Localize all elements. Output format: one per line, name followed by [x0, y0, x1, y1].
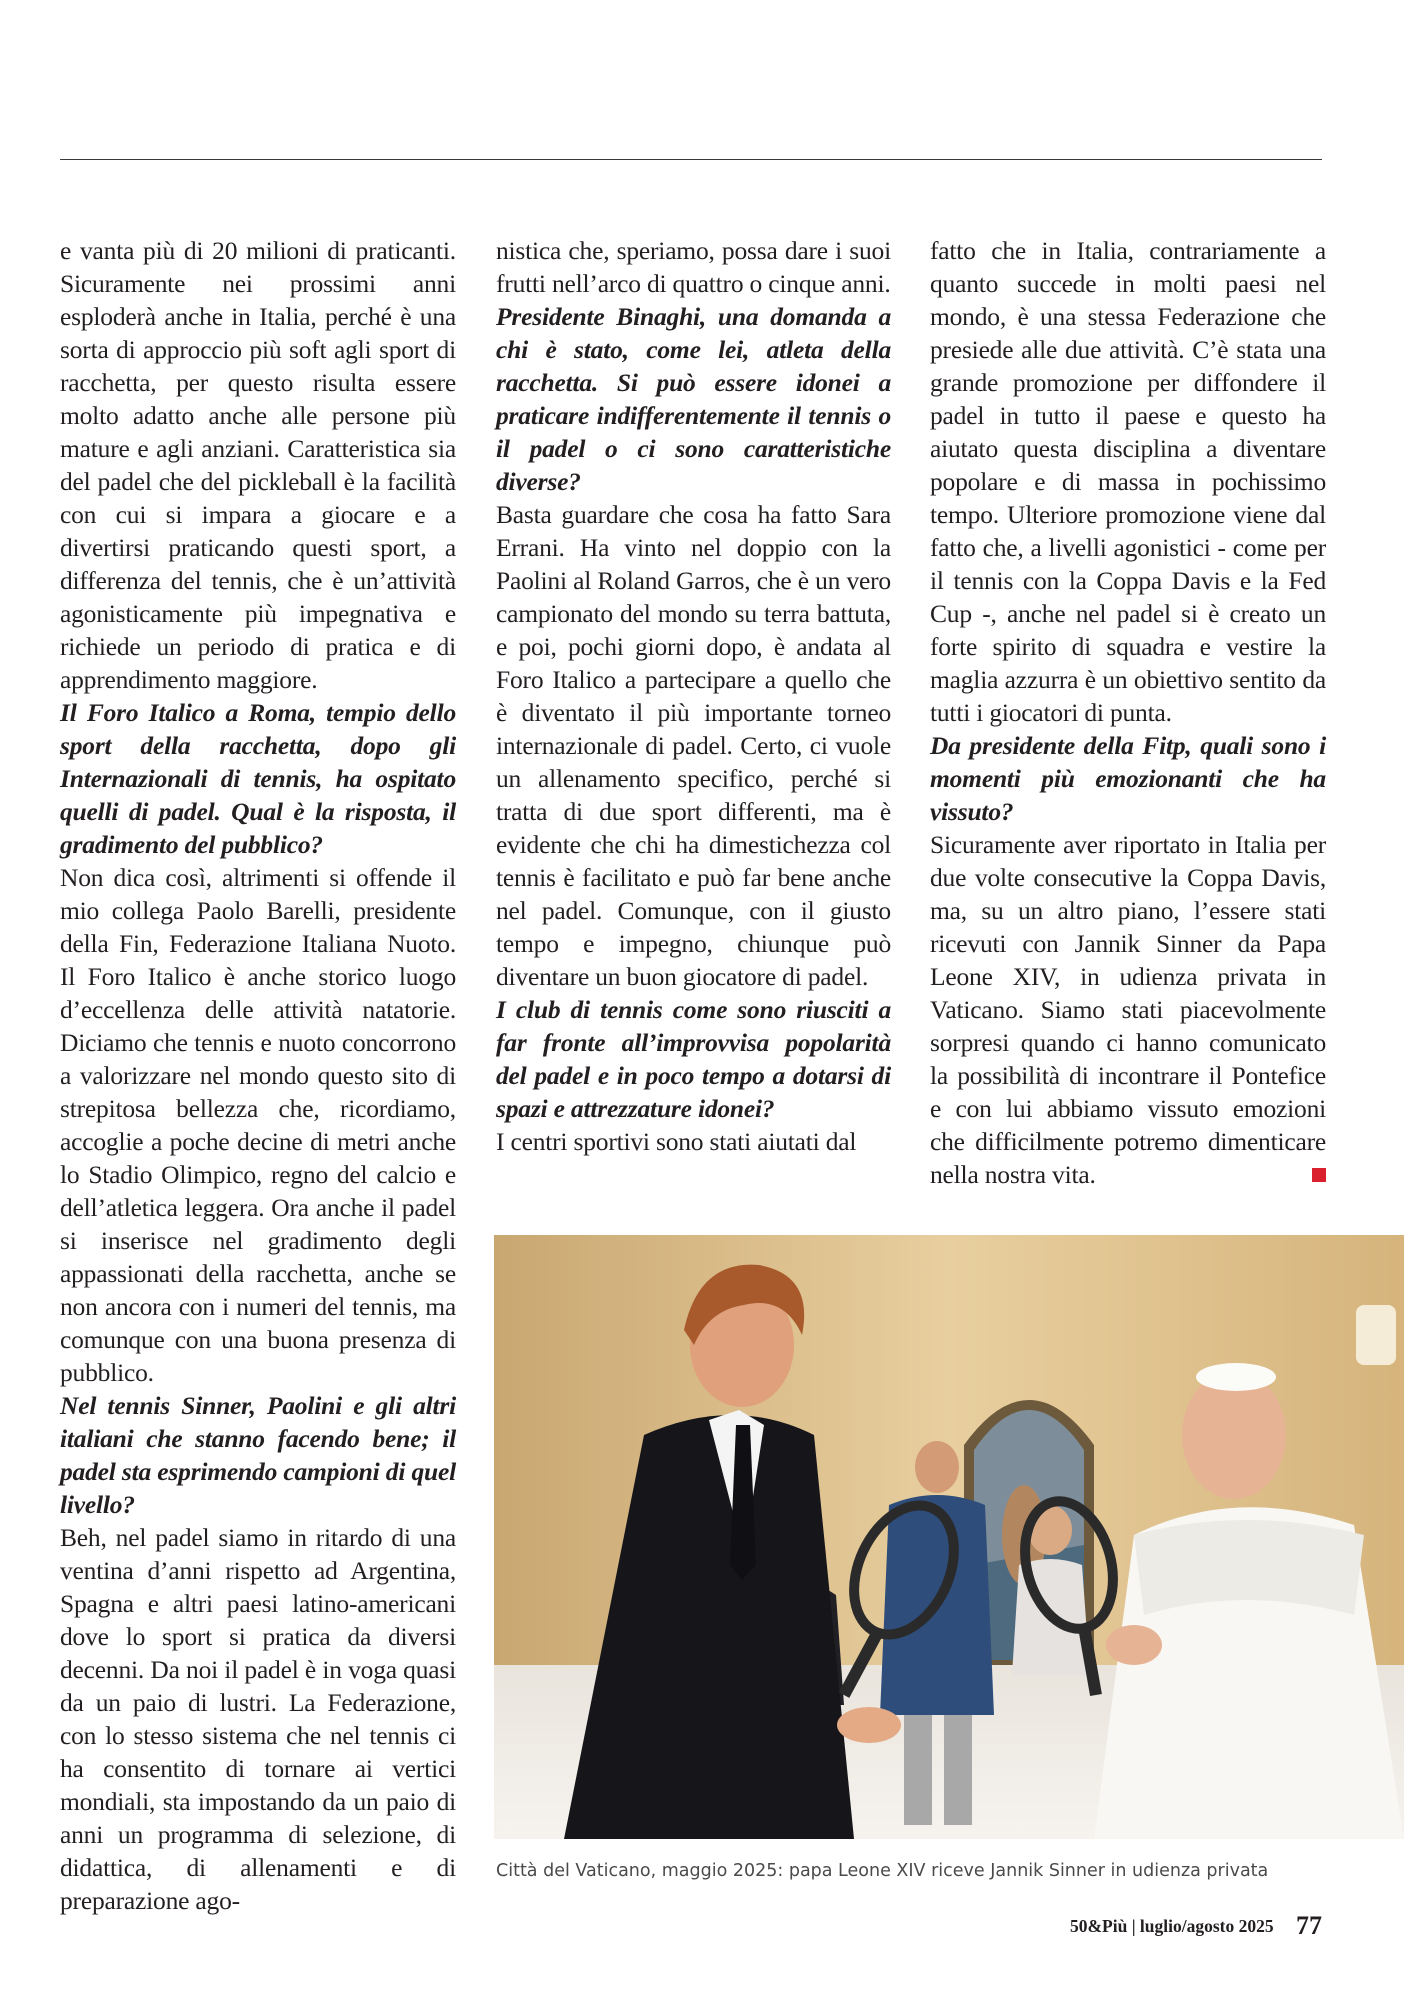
article-column-1 [60, 234, 456, 1917]
zucchetto [1196, 1363, 1276, 1391]
question-paragraph: I club di tennis come sono riusciti a far fronte all’improvvisa popolarità del padel e in poco tempo a dotarsi di spazi e attrezzature idonei? [496, 995, 891, 1123]
question-paragraph: Il Foro Italico a Roma, tempio dello sport della racchetta, dopo gli Internazionali di tennis, ha ospitato quelli di padel. Qual è la risposta, il gradimento del pubblico? [60, 698, 456, 859]
question-paragraph: Nel tennis Sinner, Paolini e gli altri italiani che stanno facendo bene; il padel sta esprimendo campioni di quel livello? [60, 1391, 456, 1519]
page-number: 77 [1296, 1911, 1322, 1940]
end-of-article-mark [1312, 1168, 1326, 1182]
article-column-3 [930, 234, 1326, 1191]
page-footer [1070, 1911, 1322, 1941]
answer-paragraph: nistica che, speriamo, possa dare i suoi frutti nell’arco di quattro o cinque anni. [496, 236, 891, 298]
wall-lamp [1356, 1305, 1396, 1365]
answer-text: Sicuramente aver riportato in Italia per due volte consecutive la Coppa Davis, ma, su un altro piano, l’essere stati ricevuti con Jannik Sinner da Papa Leone XIV, in udienza privata in Vaticano. Siamo stati piacevolmente sorpresi quando ci hanno comunicato la possibilità di incontrare il Pontefice e con lui abbiamo vissuto emozioni che difficilmente potremo dimenticare nella nostra vita. [930, 830, 1326, 1189]
answer-paragraph: e vanta più di 20 milioni di praticanti. Sicuramente nei prossimi anni esploderà anche in Italia, perché è una sorta di approccio più soft agli sport di racchetta, per questo risulta essere molto adatto anche alle persone più mature e agli anziani. Caratteristica sia del padel che del pickleball è la facilità con cui si impara a giocare e a divertirsi praticando questi sport, a differenza del tennis, che è un’attività agonisticamente più impegnativa e richiede un periodo di pratica e di apprendimento maggiore. [60, 236, 456, 694]
answer-paragraph: Non dica così, altrimenti si offende il mio collega Paolo Barelli, presidente della Fin, Federazione Italiana Nuoto. Il Foro Italico è anche storico luogo d’eccellenza delle attività natatorie. Diciamo che tennis e nuoto concorrono a valorizzare nel mondo questo sito di strepitosa bellezza che, ricordiamo, accoglie a poche decine di metri anche lo Stadio Olimpico, regno del calcio e dell’atletica leggera. Ora anche il padel si inserisce nel gradimento degli appassionati della racchetta, anche se non ancora con i numeri del tennis, ma comunque con una buona presenza di pubblico. [60, 863, 456, 1387]
article-column-2 [496, 234, 891, 1158]
photo-pope-meets-sinner [494, 1235, 1404, 1839]
question-paragraph: Da presidente della Fitp, quali sono i momenti più emozionanti che ha vissuto? [930, 731, 1326, 826]
answer-paragraph [930, 828, 1326, 1191]
answer-paragraph: fatto che in Italia, contrariamente a quanto succede in molti paesi nel mondo, è una stessa Federazione che presiede alle due attività. C’è stata una grande promozione per diffondere il padel in tutto il paese e questo ha aiutato questa disciplina a diventare popolare e di massa in pochissimo tempo. Ulteriore promozione viene dal fatto che, a livelli agonistici - come per il tennis con la Coppa Davis e la Fed Cup -, anche nel padel si è creato un forte spirito di squadra e vestire la maglia azzurra è un obiettivo sentito da tutti i giocatori di punta. [930, 236, 1326, 727]
answer-paragraph: Beh, nel padel siamo in ritardo di una ventina d’anni rispetto ad Argentina, Spagna e altri paesi latino-americani dove lo sport si pratica da diversi decenni. Da noi il padel è in voga quasi da un paio di lustri. La Federazione, con lo stesso sistema che nel tennis ci ha consentito di tornare ai vertici mondiali, sta impostando da un paio di anni un programma di selezione, di didattica, di allenamenti e di preparazione ago- [60, 1523, 456, 1915]
issue-date: luglio/agosto 2025 [1139, 1916, 1274, 1936]
answer-paragraph: I centri sportivi sono stati aiutati dal [496, 1127, 857, 1156]
top-rule [60, 159, 1322, 160]
magazine-name: 50&Più [1069, 1916, 1128, 1936]
photo-illustration [494, 1235, 1404, 1839]
answer-paragraph: Basta guardare che cosa ha fatto Sara Errani. Ha vinto nel doppio con la Paolini al Roland Garros, che è un vero campionato del mondo su terra battuta, e poi, pochi giorni dopo, è andata al Foro Italico a partecipare a quello che è diventato il più importante torneo internazionale di padel. Certo, ci vuole un allenamento specifico, perché si tratta di due sport differenti, ma è evidente che chi ha dimestichezza col tennis è facilitato e può far bene anche nel padel. Comunque, con il giusto tempo e impegno, chiunque può diventare un buon giocatore di padel. [496, 500, 891, 991]
question-paragraph: Presidente Binaghi, una domanda a chi è stato, come lei, atleta della racchetta. Si può essere idonei a praticare indifferentemente il tennis o il padel o ci sono caratteristiche diverse? [496, 302, 891, 496]
photo-caption: Città del Vaticano, maggio 2025: papa Leone XIV riceve Jannik Sinner in udienza privata [496, 1861, 1269, 1881]
footer-separator: | [1131, 1916, 1136, 1936]
